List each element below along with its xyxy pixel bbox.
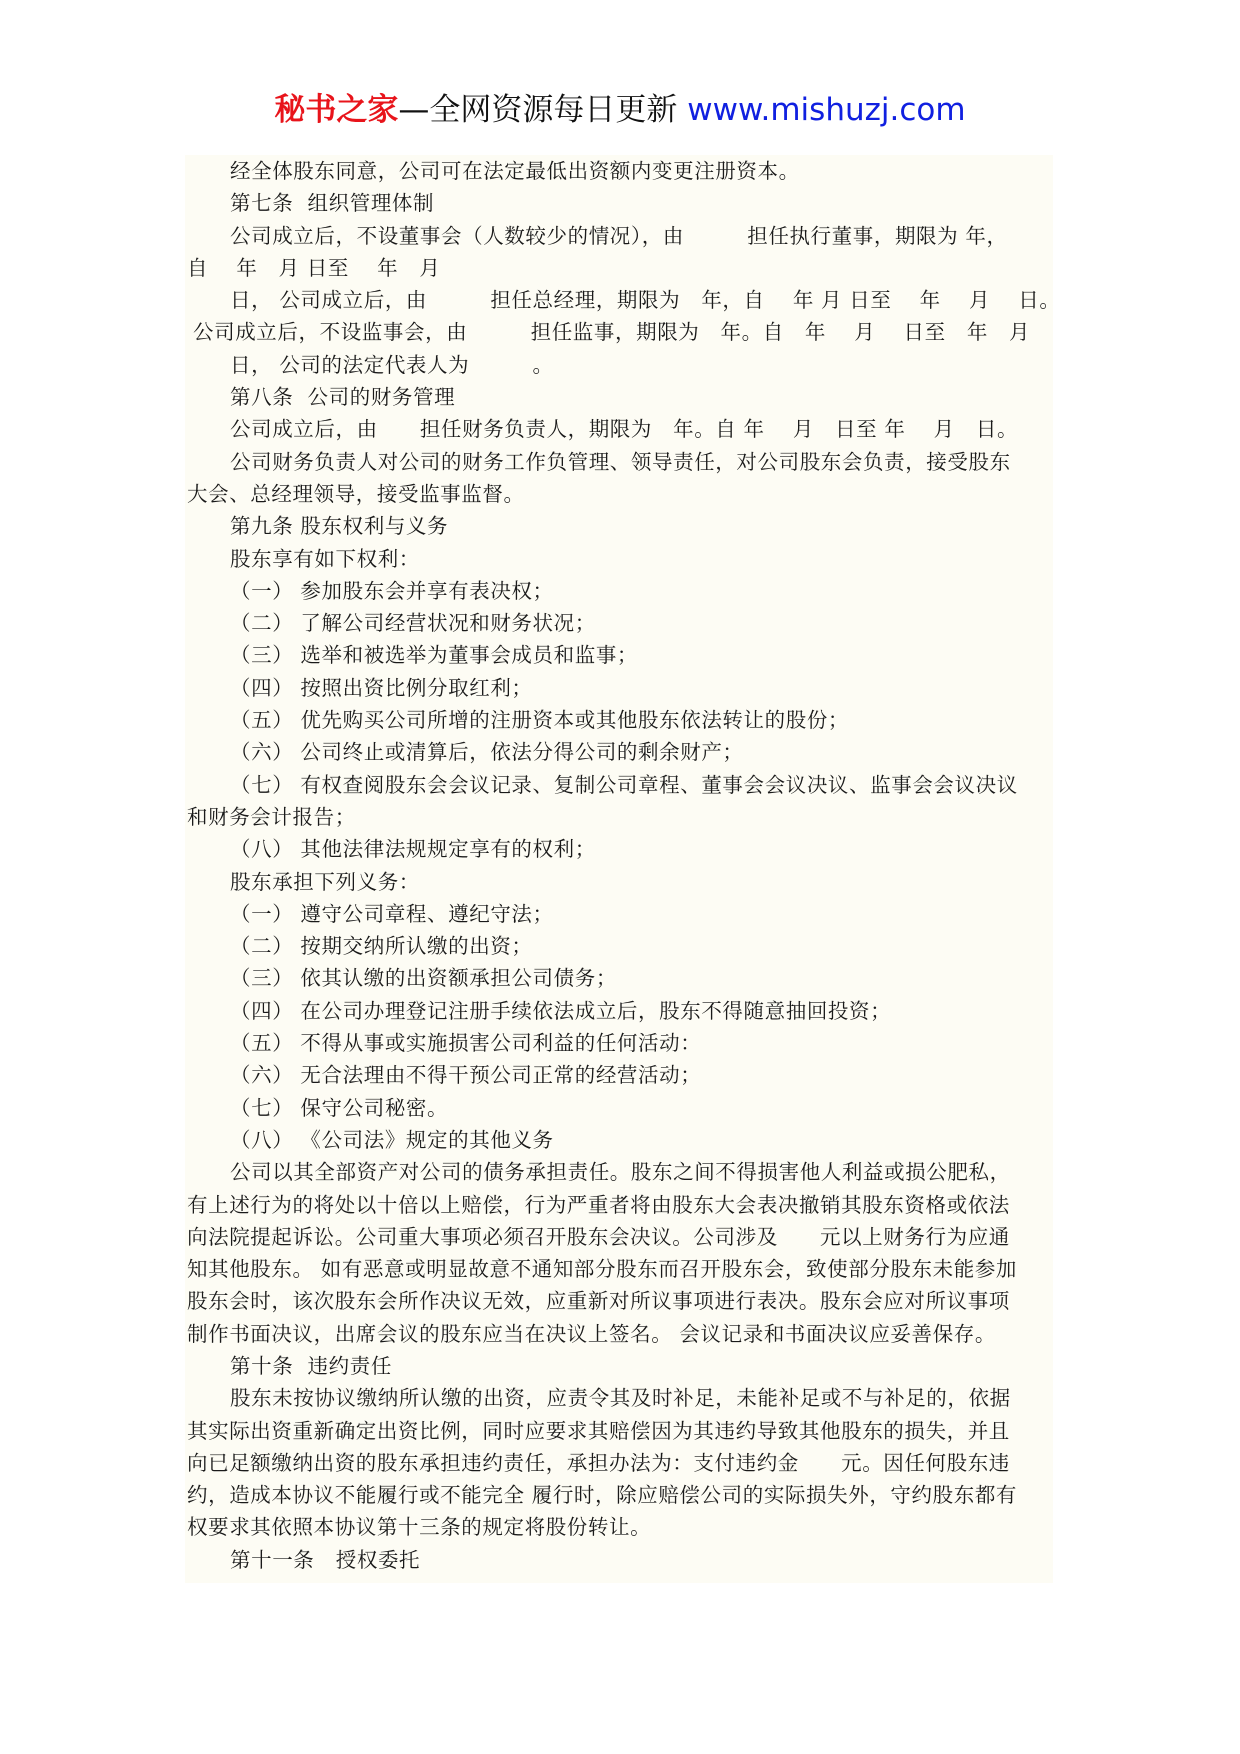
document-body xyxy=(187,155,1061,1576)
document-line: （六） 无合法理由不得干预公司正常的经营活动； xyxy=(230,1063,702,1088)
document-line: （四） 在公司办理登记注册手续依法成立后，股东不得随意抽回投资； xyxy=(230,998,892,1023)
document-line: 第十一条 授权委托 xyxy=(230,1547,421,1572)
document-line: 公司成立后，不设董事会（人数较少的情况），由 担任执行董事，期限为 年， xyxy=(230,223,1008,248)
document-line: 股东享有如下权利： xyxy=(230,546,420,571)
document-line: （五） 优先购买公司所增的注册资本或其他股东依法转让的股份； xyxy=(230,708,850,733)
document-line: 第七条 组织管理体制 xyxy=(230,191,435,216)
document-line: （一） 遵守公司章程、遵纪守法； xyxy=(230,901,554,926)
slogan: —全网资源每日更新 xyxy=(398,92,688,128)
document-line: 日， 公司的法定代表人为 。 xyxy=(230,352,554,377)
document-line: 日， 公司成立后，由 担任总经理，期限为 年，自 年 月 日至 年 月 日。 xyxy=(230,288,1061,313)
site-banner xyxy=(0,88,1240,132)
document-line: （七） 有权查阅股东会会议记录、复制公司章程、董事会会议决议、监事会会议决议 xyxy=(230,772,1018,797)
document-line: 公司以其全部资产对公司的债务承担责任。股东之间不得损害他人利益或损公肥私， xyxy=(230,1160,1011,1185)
brand-name: 秘书之家 xyxy=(274,92,399,128)
document-line: 公司财务负责人对公司的财务工作负管理、领导责任，对公司股东会负责，接受股东 xyxy=(230,449,1011,474)
document-line: 公司成立后，由 担任财务负责人，期限为 年。自 年 月 日至 年 月 日。 xyxy=(230,417,1019,442)
document-line: （八） 《公司法》规定的其他义务 xyxy=(230,1127,554,1152)
document-line: 知其他股东。 如有恶意或明显故意不通知部分股东而召开股东会，致使部分股东未能参加 xyxy=(187,1257,1018,1282)
document-line: （二） 按期交纳所认缴的出资； xyxy=(230,934,533,959)
document-line: （三） 依其认缴的出资额承担公司债务； xyxy=(230,966,617,991)
document-line: 股东承担下列义务： xyxy=(230,869,420,894)
document-line: 向已足额缴纳出资的股东承担违约责任，承担办法为：支付违约金 元。因任何股东违 xyxy=(187,1450,1010,1475)
document-line: 有上述行为的将处以十倍以上赔偿，行为严重者将由股东大会表决撤销其股东资格或依法 xyxy=(187,1192,1010,1217)
document-line: 经全体股东同意，公司可在法定最低出资额内变更注册资本。 xyxy=(230,159,800,183)
document-line: （二） 了解公司经营状况和财务状况； xyxy=(230,611,596,636)
document-line: （一） 参加股东会并享有表决权； xyxy=(230,578,554,603)
document-line: 股东会时，该次股东会所作决议无效，应重新对所议事项进行表决。股东会应对所议事项 xyxy=(187,1289,1010,1314)
document-line: 制作书面决议，出席会议的股东应当在决议上签名。 会议记录和书面决议应妥善保存。 xyxy=(187,1321,996,1346)
document-line: 自 年 月 日至 年 月 xyxy=(187,255,441,280)
document-line: 和财务会计报告； xyxy=(187,804,356,829)
document-line: （六） 公司终止或清算后，依法分得公司的剩余财产； xyxy=(230,740,744,765)
document-line: （八） 其他法律法规规定享有的权利； xyxy=(230,837,596,862)
document-line: 其实际出资重新确定出资比例，同时应要求其赔偿因为其违约导致其他股东的损失，并且 xyxy=(187,1418,1010,1443)
document-line: 大会、总经理领导，接受监事监督。 xyxy=(187,481,525,506)
document-line: （七） 保守公司秘密。 xyxy=(230,1095,449,1120)
document-line: 第八条 公司的财务管理 xyxy=(230,385,456,410)
document-line: 公司成立后，不设监事会，由 担任监事，期限为 年。自 年 月 日至 年 月 xyxy=(193,320,1031,345)
document-line: （四） 按照出资比例分取红利； xyxy=(230,675,533,700)
document-line: 第十条 违约责任 xyxy=(230,1353,392,1378)
document-line: 股东未按协议缴纳所认缴的出资，应责令其及时补足，未能补足或不与补足的，依据 xyxy=(230,1386,1011,1411)
document-line: （五） 不得从事或实施损害公司利益的任何活动： xyxy=(230,1031,702,1056)
site-url-link[interactable]: www.mishuzj.com xyxy=(687,92,966,128)
document-line: 向法院提起诉讼。公司重大事项必须召开股东会决议。公司涉及 元以上财务行为应通 xyxy=(187,1224,1010,1249)
document-line: 权要求其依照本协议第十三条的规定将股份转让。 xyxy=(187,1515,652,1540)
document-line: 第九条 股东权利与义务 xyxy=(230,514,449,539)
document-line: 约，造成本协议不能履行或不能完全 履行时，除应赔偿公司的实际损失外，守约股东都有 xyxy=(187,1483,1018,1508)
document-line: （三） 选举和被选举为董事会成员和监事； xyxy=(230,643,639,668)
